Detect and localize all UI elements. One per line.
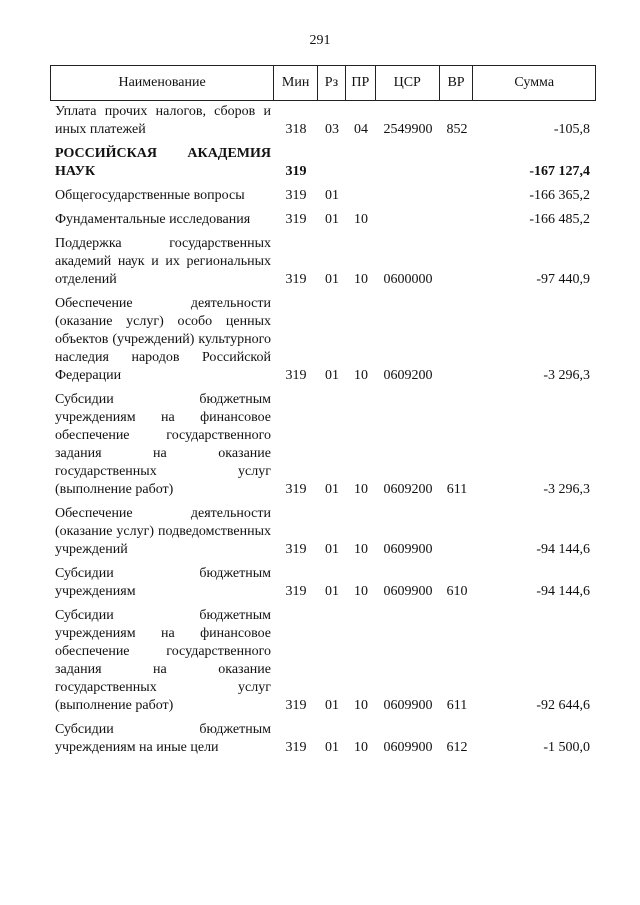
cell-sum: -97 440,9 xyxy=(536,272,590,287)
table-row xyxy=(50,295,596,385)
cell-name: Уплата прочих налогов, сборов и иных платежей xyxy=(55,104,271,137)
cell-name: Поддержка государственных академий наук и их региональных отделений xyxy=(55,236,271,287)
cell-min: 319 xyxy=(285,272,307,287)
cell-pr: 10 xyxy=(354,368,368,383)
cell-pr: 10 xyxy=(354,482,368,497)
cell-min: 319 xyxy=(285,164,307,179)
cell-csr: 0609900 xyxy=(383,542,433,557)
cell-rz: 01 xyxy=(325,272,339,287)
cell-min: 319 xyxy=(285,740,307,755)
cell-rz: 01 xyxy=(325,698,339,713)
cell-min: 319 xyxy=(285,368,307,383)
cell-sum: -166 485,2 xyxy=(529,212,590,227)
cell-min: 318 xyxy=(285,122,307,137)
cell-rz: 01 xyxy=(325,542,339,557)
cell-pr: 10 xyxy=(354,212,368,227)
table-row xyxy=(50,211,596,229)
cell-rz: 01 xyxy=(325,212,339,227)
cell-rz: 01 xyxy=(325,482,339,497)
table-header xyxy=(50,65,596,101)
cell-csr: 2549900 xyxy=(383,122,433,137)
cell-name: Обеспечение деятельности (оказание услуг) подведомственных учреждений xyxy=(55,506,271,557)
cell-rz: 01 xyxy=(325,740,339,755)
cell-sum: -92 644,6 xyxy=(536,698,590,713)
cell-vr: 610 xyxy=(446,584,468,599)
cell-csr: 0609900 xyxy=(383,584,433,599)
cell-sum: -167 127,4 xyxy=(529,164,590,179)
cell-pr: 10 xyxy=(354,272,368,287)
cell-sum: -1 500,0 xyxy=(543,740,590,755)
cell-vr: 611 xyxy=(446,482,468,497)
table-row xyxy=(50,187,596,205)
cell-min: 319 xyxy=(285,584,307,599)
cell-name: Субсидии бюджетным учреждениям на финансовое обеспечение государственного задания на оказание государственных услуг (выполнение работ) xyxy=(55,608,271,713)
cell-name: Субсидии бюджетным учреждениям xyxy=(55,566,271,599)
cell-min: 319 xyxy=(285,482,307,497)
cell-name: Субсидии бюджетным учреждениям на иные цели xyxy=(55,722,271,755)
table-row xyxy=(50,607,596,715)
table-row xyxy=(50,103,596,139)
cell-csr: 0600000 xyxy=(383,272,433,287)
header-min: Мин xyxy=(274,66,318,100)
cell-csr: 0609900 xyxy=(383,740,433,755)
table-row xyxy=(50,505,596,559)
table-row xyxy=(50,235,596,289)
header-csr: ЦСР xyxy=(376,66,440,100)
cell-vr: 611 xyxy=(446,698,468,713)
header-rz: Рз xyxy=(318,66,346,100)
cell-pr: 10 xyxy=(354,542,368,557)
table-row xyxy=(50,721,596,757)
cell-sum: -105,8 xyxy=(553,122,590,137)
cell-pr: 04 xyxy=(354,122,368,137)
cell-vr: 612 xyxy=(446,740,468,755)
cell-min: 319 xyxy=(285,188,307,203)
header-sum: Сумма xyxy=(514,75,555,90)
cell-pr: 10 xyxy=(354,740,368,755)
cell-min: 319 xyxy=(285,212,307,227)
cell-rz: 03 xyxy=(325,122,339,137)
cell-min: 319 xyxy=(285,542,307,557)
cell-name: Субсидии бюджетным учреждениям на финансовое обеспечение государственного задания на оказание государственных услуг (выполнение работ) xyxy=(55,392,271,497)
page-number: 291 xyxy=(309,33,331,48)
cell-name: Фундаментальные исследования xyxy=(55,212,251,227)
table-row xyxy=(50,391,596,499)
cell-pr: 10 xyxy=(354,698,368,713)
cell-name: РОССИЙСКАЯ АКАДЕМИЯ НАУК xyxy=(55,146,271,179)
cell-csr: 0609200 xyxy=(383,482,433,497)
table-row xyxy=(50,145,596,181)
cell-sum: -3 296,3 xyxy=(543,368,590,383)
cell-pr: 10 xyxy=(354,584,368,599)
cell-name: Обеспечение деятельности (оказание услуг) особо ценных объектов (учреждений) культурного наследия народов Российской Федерации xyxy=(55,296,271,383)
cell-rz: 01 xyxy=(325,188,339,203)
table-row xyxy=(50,565,596,601)
cell-sum: -166 365,2 xyxy=(529,188,590,203)
cell-sum: -3 296,3 xyxy=(543,482,590,497)
header-name: Наименование xyxy=(51,66,274,100)
table-body xyxy=(50,101,596,757)
cell-rz: 01 xyxy=(325,368,339,383)
cell-csr: 0609900 xyxy=(383,698,433,713)
cell-name: Общегосударственные вопросы xyxy=(55,188,245,203)
header-pr: ПР xyxy=(346,66,376,100)
cell-csr: 0609200 xyxy=(383,368,433,383)
cell-rz: 01 xyxy=(325,584,339,599)
cell-sum: -94 144,6 xyxy=(536,542,590,557)
cell-min: 319 xyxy=(285,698,307,713)
header-vr: ВР xyxy=(440,66,474,100)
cell-vr: 852 xyxy=(446,122,468,137)
cell-sum: -94 144,6 xyxy=(536,584,590,599)
